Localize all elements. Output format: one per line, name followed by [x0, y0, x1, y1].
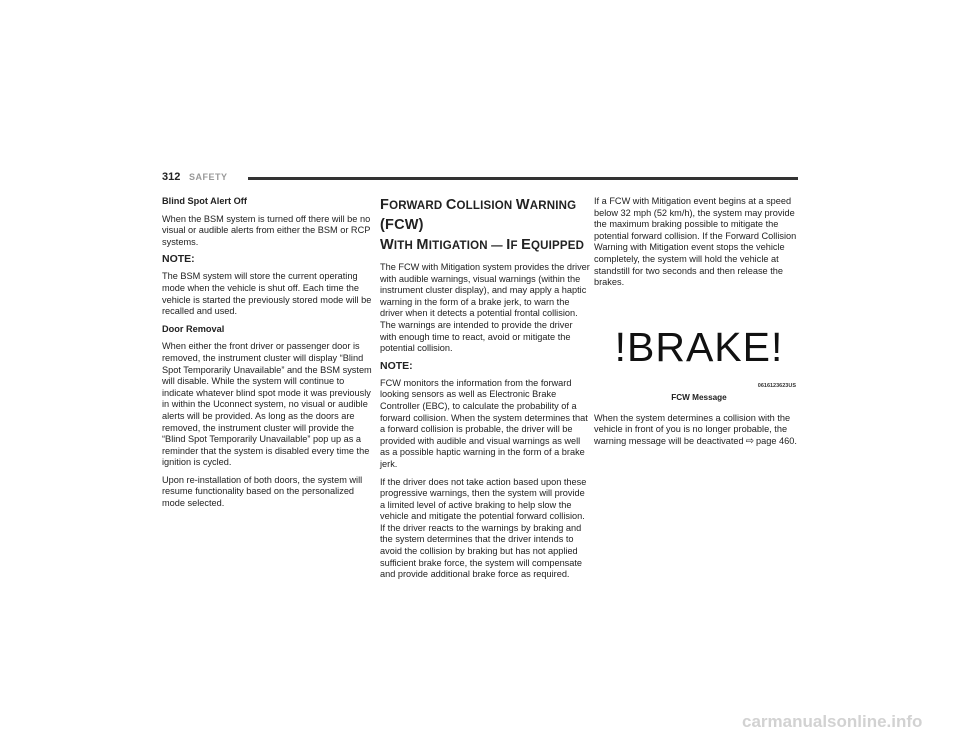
watermark: carmanualsonline.info: [742, 712, 923, 731]
column-3: [594, 196, 804, 454]
paragraph-door-removal-2: Upon re-installation of both doors, the system will resume functionality based on the personalized mode selected.: [162, 474, 363, 509]
note-label: NOTE:: [380, 359, 413, 372]
section-name: SAFETY: [189, 172, 228, 182]
paragraph-fcw-deactivate: When the system determines a collision with the vehicle in front of you is no longer probable, the warning message will be deactivated ⇨ page 460.: [594, 412, 797, 447]
header-rule: [248, 177, 798, 180]
column-2: [380, 196, 590, 587]
page-number: 312: [162, 171, 181, 183]
note-text-bsm: The BSM system will store the current operating mode when the vehicle is shut off. Each time the vehicle is started the previously stored mode will be recalled and used.: [162, 271, 372, 317]
right-arrow-reference-icon: ⇨: [745, 435, 755, 447]
paragraph-bsm-off: When the BSM system is turned off there will be no visual or audible alerts from either the BSM or RCP systems.: [162, 213, 371, 247]
figure-code: 0616123623US: [757, 382, 796, 389]
note-text-fcw: FCW monitors the information from the forward looking sensors as well as Electronic Brake Controller (EBC), to calculate the probability of a forward collision. When the system determines that a forward collision is probable, the driver will be provided with audible and visual warnings as well as a possible haptic warning in the form of a brake jerk.: [380, 377, 588, 469]
figure-fcw-message: [594, 303, 804, 413]
paragraph-door-removal-1: When either the front driver or passenger door is removed, the instrument cluster will display “Blind Spot Temporarily Unavailable” and the BSM system will disable. While the system will continue to indicate whatever blind spot mode it was previously in within the Uconnect system, no visual or audible alerts will be provided. As long as the doors are removed, the instrument cluster will provide the “Blind Spot Temporarily Unavailable” pop up as a reminder that the system is disabled every time the ignition is cycled.: [162, 341, 372, 468]
section-title-fcw: FORWARD COLLISION WARNING (FCW) WITH MITIGATION — IF EQUIPPED: [380, 197, 585, 253]
paragraph-fcw-intro: The FCW with Mitigation system provides the driver with audible warnings, visual warnings (within the instrument cluster display), and may apply a haptic warning in the form of a brake jerk, to warn the driver when it detects a potential frontal collision. The warnings are intended to provide the driver with enough time to react, avoid or mitigate the potential collision.: [380, 262, 590, 354]
subheading-door-removal: Door Removal: [162, 323, 225, 334]
note-label: NOTE:: [162, 253, 195, 266]
page-header: [162, 170, 798, 188]
page-reference-link[interactable]: page 460.: [756, 435, 797, 446]
figure-caption: FCW Message: [671, 392, 727, 402]
brake-warning-message: !BRAKE!: [614, 323, 784, 370]
paragraph-fcw-low-speed: If a FCW with Mitigation event begins at a speed below 32 mph (52 km/h), the system may provide the maximum braking possible to mitigate the potential forward collision. If the Forward Collision Warning with Mitigation event stops the vehicle completely, the system will hold the vehicle at standstill for two seconds and then release the brakes.: [594, 196, 797, 288]
subheading-blind-spot-alert-off: Blind Spot Alert Off: [162, 196, 247, 206]
paragraph-fcw-no-action: If the driver does not take action based upon these progressive warnings, then the system will provide a limited level of active braking to help slow the vehicle and mitigate the potential forward collision. If the driver reacts to the warnings by braking and the system determines that the driver intends to avoid the collision by braking but has not applied sufficient brake force, the system will compensate and provide additional brake force as required.: [380, 476, 587, 580]
column-1: [162, 196, 372, 516]
